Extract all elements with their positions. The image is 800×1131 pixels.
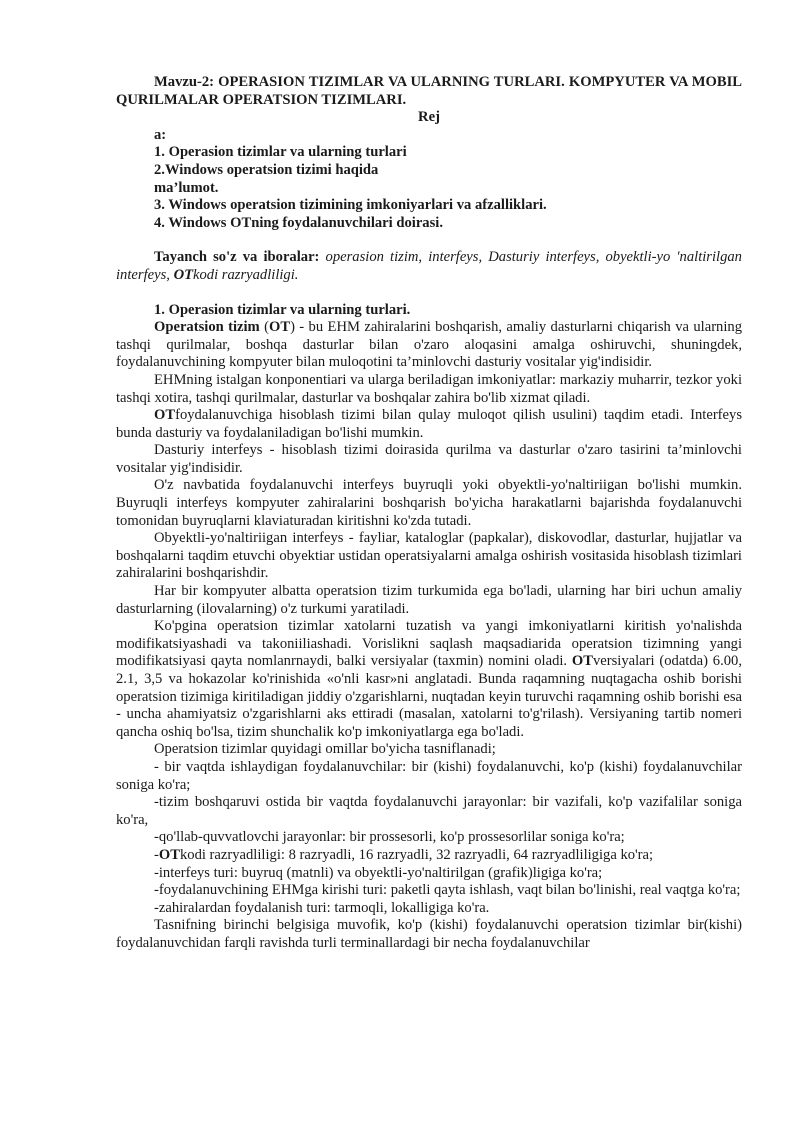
- list-item-interface-type: -interfeys turi: buyruq (matnli) va obyektli-yo'naltirilgan (grafik)ligiga ko'ra;: [154, 864, 603, 881]
- keywords-ot: OT: [173, 266, 194, 283]
- paragraph-classification: Operatsion tizimlar quyidagi omillar bo'yicha tasniflanadi;: [154, 741, 496, 758]
- keywords-paragraph: [116, 249, 742, 284]
- paragraph-interface: [116, 407, 742, 442]
- spacer: [116, 232, 742, 249]
- section-heading: 1. Operasion tizimlar va ularning turlari.: [154, 301, 411, 318]
- paragraph-object-interface: Obyektli-yo'naltiriigan interfeys - fayliar, kataloglar (papkalar), diskovodlar, dasturlar, hujjatlar va boshqalarni taqdim etuvchi obyektiar ustidan operatsiyalarni amalga oshirish vositasida hisoblash tizimlari zahiralarini boshqarishdir.: [116, 530, 742, 582]
- list-dash: -: [154, 846, 159, 863]
- list-item-users: - bir vaqtda ishlaydigan foydalanuvchilar: bir (kishi) foydalanuvchi, ko'p (kishi) foydalanuvchilar soniga ko'ra;: [116, 758, 742, 793]
- plan-item-2-continued: ma’lumot.: [154, 179, 219, 196]
- spacer: [116, 285, 742, 302]
- plan-item-2: 2.Windows operatsion tizimi haqida: [154, 161, 379, 178]
- keywords-label: Tayanch so'z va iboralar:: [154, 249, 320, 266]
- versions-text: Ko'pgina operatsion tizimlar xatolarni tuzatish va yangi imkoniyatlarni kiritish yo'nalishda modifikatsiyashadi va takoniiliashadi. Vorislikni saqlash maqsadiarida operatsion tizimning yangi modifikatsiyasi qayta nomlanrnaydi, balki versiyalar (taxmin) nomini oladi.: [116, 618, 742, 670]
- paragraph-resources: EHMning istalgan konponentiari va ularga beriladigan imkoniyatlar: markaziy muharrir, tezkor yoki tashqi xotira, tashqi qurilmalar, dasturlar va boshqalar zahira bo'lib xizmat qiladi.: [116, 371, 742, 406]
- paragraph-os-family: Har bir kompyuter albatta operatsion tizim turkumida ega bo'ladi, ularning har biri uchun amaliy dasturlarning (ilovalarning) o'z turkumi yaratiladi.: [116, 583, 742, 617]
- term-ot: OT: [268, 319, 291, 336]
- plan-heading: Rej: [418, 109, 440, 126]
- list-item-access-type: -foydalanuvchining EHMga kirishi turi: paketli qayta ishlash, vaqt bilan bo'linishi, real vaqtga ko'ra;: [154, 882, 741, 899]
- term-ot: OT: [158, 846, 180, 863]
- interface-text: foydalanuvchiga hisoblash tizimi bilan qulay muloqot qilish usulini) taqdim etadi. Interfeys bunda dasturiy va foydalaniladigan bo'lishi mumkin.: [116, 407, 742, 441]
- document-title: Mavzu-2: OPERASION TIZIMLAR VA ULARNING TURLARI. KOMPYUTER VA MOBIL QURILMALAR OPERATSION TIZIMLARI.: [116, 74, 742, 108]
- plan-heading-suffix: a:: [154, 126, 167, 143]
- plan-item-4: 4. Windows OTning foydalanuvchilari doirasi.: [154, 214, 443, 231]
- list-item-processors: -qo'llab-quvvatlovchi jarayonlar: bir prossesorli, ko'p prossesorlilar soniga ko'ra;: [154, 829, 625, 846]
- paragraph-software-interface: Dasturiy interfeys - hisoblash tizimi doirasida qurilma va dasturlar o'zaro tasirini ta’minlovchi vositalar yig'indisidir.: [116, 442, 742, 476]
- paren-open: (: [259, 319, 269, 336]
- term-ot: OT: [571, 653, 593, 670]
- paragraph-definition: [116, 319, 742, 372]
- list-item-tasks: -tizim boshqaruvi ostida bir vaqtda foydalanuvchi jarayonlar: bir vazifali, ko'p vazifalilar soniga ko'ra,: [116, 794, 742, 828]
- keywords-text-end: kodi razryadliligi.: [193, 266, 299, 283]
- paragraph-versions: [116, 618, 742, 741]
- list-item-resource-usage: -zahiralardan foydalanish turi: tarmoqli, lokalligiga ko'ra.: [154, 899, 490, 916]
- bitness-text: kodi razryadliligi: 8 razryadli, 16 razryadli, 32 razryadli, 64 razryadliligiga ko'ra;: [179, 846, 654, 863]
- keywords-text: operasion tizim, interfeys, Dasturiy interfeys, obyektli-yo 'naltirilgan interfeys,: [116, 249, 742, 283]
- paragraph-multiuser: Tasnifning birinchi belgisiga muvofik, ko'p (kishi) foydalanuvchi operatsion tizimlar bir(kishi) foydalanuvchidan farqli ravishda turli terminallardagi bir necha foydalanuvchilar: [116, 917, 742, 951]
- plan-item-3: 3. Windows operatsion tizimining imkoniyarlari va afzalliklari.: [154, 197, 547, 214]
- versions-text-end: versiyalari (odatda) 6.00, 2.1, 3,5 va hokazolar ko'rinishida «o'nli kasr»ni anglatadi. Bunda raqamning nuqtagacha oshib borishi operatsion tizimiga kiritiladigan jiddiy o'zgarishlarni, nuqtadan keyin turuvchi raqamning oshib borishi esa - uncha ahamiyatsiz o'zgarishlarni aks ettiradi (masalan, xatolarni to'g'rilash). Versiyaning tartib nomeri qancha oshiq bo'lsa, tizim shunchalik ko'p imkoniyatlarga ega bo'ladi.: [116, 653, 742, 740]
- plan-item-1: 1. Operasion tizimlar va ularning turlari: [154, 144, 407, 161]
- term-ot: OT: [154, 407, 176, 424]
- paragraph-command-interface: O'z navbatida foydalanuvchi interfeys buyruqli yoki obyektli-yo'naltiriigan bo'lishi mumkin. Buyruqli interfeys kompyuter zahiralarini boshqarish bo'yicha harakatlarni bajarishda foydalanuvchi tomonidan buyruqlarni klaviaturadan kiritishni ko'zda tutadi.: [116, 477, 742, 529]
- term-operatsion-tizim: Operatsion tizim: [154, 319, 260, 336]
- list-item-bitness: [116, 847, 742, 865]
- definition-text: ) - bu EHM zahiralarini boshqarish, amaliy dasturlarni chiqarish va ularning tashqi qurilmalar, boshqa dasturlar bilan o'zaro aloqasini amalga oshiruvchi, shuningdek, foydalanuvchining kompyuter bilan muloqotini ta’minlovchi dasturiy vositalar yig'indisidir.: [116, 319, 742, 371]
